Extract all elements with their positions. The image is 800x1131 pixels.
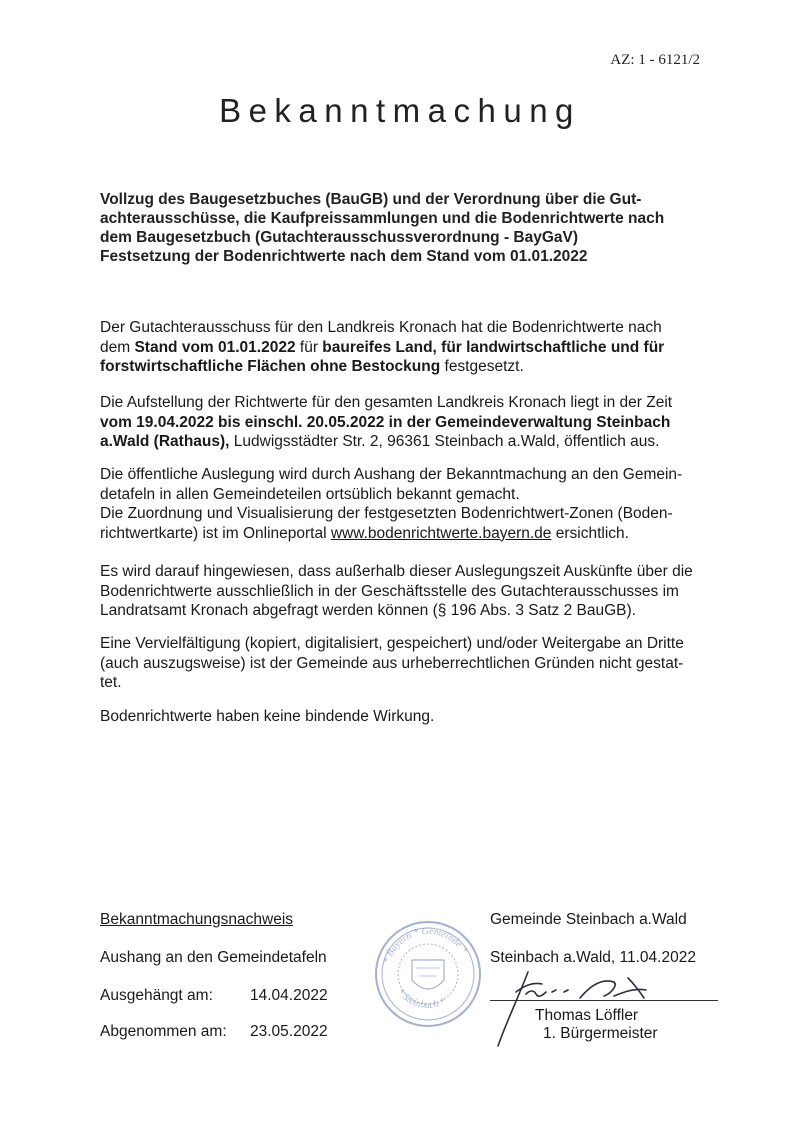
notice-proof-title: Bekanntmachungsnachweis	[100, 911, 294, 928]
reference-number: AZ: 1 - 6121/2	[610, 52, 700, 68]
bold-span: baureifes Land, für landwirtschaftliche und für	[322, 338, 665, 356]
subject-line: dem Baugesetzbuch (Gutachterausschussverordnung - BayGaV)	[100, 229, 579, 246]
subject-heading	[100, 190, 700, 266]
posted-label: Ausgehängt am:	[100, 987, 213, 1004]
text-line: detafeln in allen Gemeindeteilen ortsüblich bekannt gemacht.	[100, 485, 520, 503]
bold-span: forstwirtschaftliche Flächen ohne Bestockung	[100, 358, 441, 375]
text-span: Ludwigsstädter Str. 2, 96361 Steinbach a.Wald, öffentlich aus.	[229, 433, 660, 450]
text-line: (auch auszugsweise) ist der Gemeinde aus urheberrechtlichen Gründen nicht gestat-	[100, 654, 684, 672]
bold-span: vom 19.04.2022 bis einschl. 20.05.2022 in der Gemeindeverwaltung Steinbach	[100, 413, 671, 431]
svg-text:* Bayern * Gemeinde *: * Bayern * Gemeinde *	[381, 925, 470, 965]
paragraph-publication	[100, 465, 710, 543]
text-span: richtwertkarte) ist im Onlineportal	[100, 524, 331, 542]
place-and-date: Steinbach a.Wald, 11.04.2022	[490, 949, 696, 966]
signatory-role: 1. Bürgermeister	[543, 1025, 658, 1042]
posted-date: 14.04.2022	[250, 987, 328, 1004]
text-span: dem	[100, 338, 135, 356]
text-line	[100, 432, 710, 452]
removed-label: Abgenommen am:	[100, 1023, 227, 1040]
bold-span: Stand vom 01.01.2022	[134, 338, 296, 356]
notice-board-text: Aushang an den Gemeindetafeln	[100, 949, 327, 966]
subject-line: achterausschüsse, die Kaufpreissammlungen und die Bodenrichtwerte nach	[100, 210, 665, 227]
text-line: Die Zuordnung und Visualisierung der festgesetzten Bodenrichtwert-Zonen (Boden-	[100, 505, 673, 522]
text-line: Der Gutachterausschuss für den Landkreis Kronach hat die Bodenrichtwerte nach	[100, 319, 662, 336]
municipality-name: Gemeinde Steinbach a.Wald	[490, 911, 687, 928]
text-line: tet.	[100, 674, 122, 691]
text-line	[100, 524, 710, 544]
paragraph-information	[100, 562, 710, 621]
subject-line: Festsetzung der Bodenrichtwerte nach dem Stand vom 01.01.2022	[100, 248, 588, 265]
paragraph-display-period	[100, 393, 710, 452]
paragraph-copyright	[100, 634, 710, 693]
text-line: Eine Vervielfältigung (kopiert, digitalisiert, gespeichert) und/oder Weitergabe an Dritte	[100, 635, 684, 652]
removed-date: 23.05.2022	[250, 1023, 328, 1040]
svg-text:* Steinbach *: * Steinbach *	[394, 987, 448, 1011]
text-line	[100, 413, 710, 433]
text-line: Die öffentliche Auslegung wird durch Aushang der Bekanntmachung an den Gemein-	[100, 466, 683, 483]
page-title: Bekanntmachung	[219, 92, 581, 129]
text-span: ersichtlich.	[551, 524, 629, 542]
paragraph-disclaimer	[100, 707, 710, 727]
text-line: Bodenrichtwerte ausschließlich in der Geschäftsstelle des Gutachterausschusses im	[100, 582, 679, 600]
text-line: Es wird darauf hingewiesen, dass außerhalb dieser Auslegungszeit Auskünfte über die	[100, 563, 693, 580]
text-line: Landratsamt Kronach abgefragt werden können (§ 196 Abs. 3 Satz 2 BauGB).	[100, 602, 636, 619]
bold-span: a.Wald (Rathaus),	[100, 433, 230, 450]
subject-line: Vollzug des Baugesetzbuches (BauGB) und der Verordnung über die Gut-	[100, 191, 642, 208]
text-line: Bodenrichtwerte haben keine bindende Wirkung.	[100, 708, 435, 725]
text-line	[100, 338, 710, 358]
text-span: festgesetzt.	[440, 358, 524, 375]
text-line	[100, 357, 710, 377]
portal-link[interactable]: www.bodenrichtwerte.bayern.de	[330, 524, 552, 542]
paragraph-setting	[100, 318, 710, 377]
text-line: Die Aufstellung der Richtwerte für den gesamten Landkreis Kronach liegt in der Zeit	[100, 394, 673, 411]
signatory-name: Thomas Löffler	[535, 1007, 639, 1024]
text-span: für	[295, 338, 323, 356]
